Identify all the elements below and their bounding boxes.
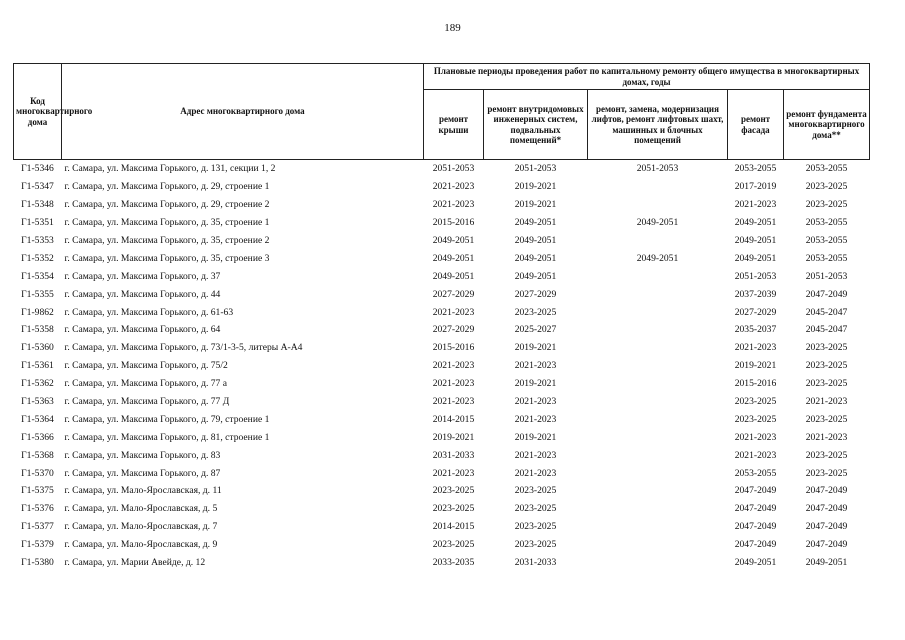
table-row (14, 357, 870, 375)
cell-code: Г1-5352 (21, 252, 54, 264)
cell-code: Г1-5354 (21, 270, 54, 282)
cell-code: Г1-5368 (21, 449, 54, 461)
cell-engineering-period: 2019-2021 (514, 431, 557, 443)
cell-address: г. Самара, ул. Максима Горького, д. 29, строение 1 (64, 181, 270, 193)
cell-roof-period: 2019-2021 (432, 431, 475, 443)
cell-code: Г1-5366 (21, 431, 54, 443)
cell-code: Г1-5362 (21, 378, 54, 390)
cell-engineering-period: 2027-2029 (514, 288, 557, 300)
cell-elevators-period (588, 554, 728, 572)
cell-roof-period: 2021-2023 (432, 378, 475, 390)
cell-foundation-period: 2053-2055 (805, 163, 848, 175)
cell-code: Г1-5361 (21, 360, 54, 372)
cell-code: Г1-9862 (21, 306, 54, 318)
table-row (14, 285, 870, 303)
cell-foundation-period: 2049-2051 (805, 557, 848, 569)
cell-code: Г1-5347 (21, 181, 54, 193)
cell-engineering-period: 2021-2023 (514, 449, 557, 461)
cell-facade-period: 2021-2023 (734, 431, 777, 443)
cell-roof-period: 2023-2025 (432, 485, 475, 497)
cell-facade-period: 2023-2025 (734, 413, 777, 425)
cell-facade-period: 2047-2049 (734, 539, 777, 551)
cell-code: Г1-5363 (21, 396, 54, 408)
table-row (14, 482, 870, 500)
table-row (14, 196, 870, 214)
table-body (14, 160, 870, 572)
cell-address: г. Самара, ул. Максима Горького, д. 77 а (64, 378, 228, 390)
cell-elevators-period (588, 446, 728, 464)
cell-address: г. Самара, ул. Максима Горького, д. 77 Д (64, 396, 230, 408)
cell-roof-period: 2049-2051 (432, 270, 475, 282)
cell-foundation-period: 2051-2053 (805, 270, 848, 282)
page-number: 189 (444, 22, 461, 34)
cell-elevators-period (588, 303, 728, 321)
cell-roof-period: 2021-2023 (432, 396, 475, 408)
table-row (14, 321, 870, 339)
cell-engineering-period: 2049-2051 (514, 217, 557, 229)
cell-elevators-period (588, 196, 728, 214)
cell-elevators-period (588, 178, 728, 196)
cell-engineering-period: 2019-2021 (514, 181, 557, 193)
cell-address: г. Самара, ул. Максима Горького, д. 44 (64, 288, 221, 300)
cell-address: г. Самара, ул. Максима Горького, д. 35, строение 3 (64, 252, 270, 264)
cell-facade-period: 2021-2023 (734, 342, 777, 354)
cell-elevators-period (588, 482, 728, 500)
cell-roof-period: 2031-2033 (432, 449, 475, 461)
cell-foundation-period: 2047-2049 (805, 521, 848, 533)
cell-elevators-period: 2049-2051 (636, 217, 679, 229)
cell-elevators-period (588, 285, 728, 303)
table-row (14, 249, 870, 267)
table-row (14, 339, 870, 357)
cell-elevators-period (588, 339, 728, 357)
table-row (14, 464, 870, 482)
cell-code: Г1-5364 (21, 413, 54, 425)
cell-address: г. Самара, ул. Максима Горького, д. 81, строение 1 (64, 431, 270, 443)
cell-engineering-period: 2025-2027 (514, 324, 557, 336)
cell-address: г. Самара, ул. Максима Горького, д. 73/1-3-5, литеры А-А4 (64, 342, 303, 354)
table-row (14, 393, 870, 411)
cell-foundation-period: 2023-2025 (805, 181, 848, 193)
cell-address: г. Самара, ул. Максима Горького, д. 131, секции 1, 2 (64, 163, 276, 175)
cell-engineering-period: 2019-2021 (514, 199, 557, 211)
cell-roof-period: 2049-2051 (432, 235, 475, 246)
cell-engineering-period: 2051-2053 (514, 163, 557, 175)
cell-engineering-period: 2023-2025 (514, 521, 557, 533)
header-periods-group: Плановые периоды проведения работ по капитальному ремонту общего имущества в многоквартирных домах, годы (424, 64, 870, 90)
cell-foundation-period: 2021-2023 (805, 396, 848, 408)
cell-address: г. Самара, ул. Мало-Ярославская, д. 7 (64, 521, 218, 533)
cell-roof-period: 2021-2023 (432, 181, 475, 193)
cell-address: г. Самара, ул. Мало-Ярославская, д. 5 (64, 503, 218, 515)
cell-foundation-period: 2023-2025 (805, 360, 848, 372)
cell-engineering-period: 2049-2051 (514, 235, 557, 246)
cell-facade-period: 2027-2029 (734, 306, 777, 318)
cell-facade-period: 2049-2051 (734, 235, 777, 246)
cell-foundation-period: 2045-2047 (805, 324, 848, 336)
header-address: Адрес многоквартирного дома (62, 64, 424, 160)
cell-address: г. Самара, ул. Максима Горького, д. 79, строение 1 (64, 413, 270, 425)
header-elevators: ремонт, замена, модернизация лифтов, ремонт лифтовых шахт, машинных и блочных помещений (588, 90, 728, 160)
cell-engineering-period: 2031-2033 (514, 557, 557, 569)
cell-address: г. Самара, ул. Максима Горького, д. 29, строение 2 (64, 199, 270, 211)
cell-elevators-period (588, 357, 728, 375)
cell-roof-period: 2049-2051 (432, 252, 475, 264)
header-foundation: ремонт фундамента многоквартирного дома** (784, 90, 870, 160)
cell-elevators-period (588, 375, 728, 393)
cell-foundation-period: 2045-2047 (805, 306, 848, 318)
header-roof: ремонт крыши (424, 90, 484, 160)
cell-code: Г1-5353 (21, 235, 54, 246)
cell-roof-period: 2021-2023 (432, 360, 475, 372)
cell-elevators-period (588, 464, 728, 482)
table-row (14, 375, 870, 393)
cell-facade-period: 2049-2051 (734, 557, 777, 569)
cell-elevators-period (588, 536, 728, 554)
cell-code: Г1-5376 (21, 503, 54, 515)
cell-foundation-period: 2023-2025 (805, 378, 848, 390)
cell-foundation-period: 2023-2025 (805, 342, 848, 354)
cell-facade-period: 2053-2055 (734, 163, 777, 175)
cell-foundation-period: 2023-2025 (805, 413, 848, 425)
cell-facade-period: 2047-2049 (734, 485, 777, 497)
cell-code: Г1-5358 (21, 324, 54, 336)
cell-roof-period: 2021-2023 (432, 306, 475, 318)
cell-foundation-period: 2047-2049 (805, 539, 848, 551)
cell-engineering-period: 2021-2023 (514, 396, 557, 408)
cell-elevators-period: 2049-2051 (636, 252, 679, 264)
cell-code: Г1-5348 (21, 199, 54, 211)
cell-address: г. Самара, ул. Максима Горького, д. 83 (64, 449, 221, 461)
cell-address: г. Самара, ул. Максима Горького, д. 64 (64, 324, 221, 336)
cell-elevators-period (588, 518, 728, 536)
cell-roof-period: 2015-2016 (432, 342, 475, 354)
cell-foundation-period: 2053-2055 (805, 217, 848, 229)
cell-engineering-period: 2021-2023 (514, 360, 557, 372)
cell-foundation-period: 2023-2025 (805, 467, 848, 479)
cell-roof-period: 2014-2015 (432, 413, 475, 425)
cell-elevators-period (588, 267, 728, 285)
cell-elevators-period (588, 393, 728, 411)
cell-elevators-period (588, 500, 728, 518)
cell-foundation-period: 2053-2055 (805, 252, 848, 264)
cell-elevators-period (588, 428, 728, 446)
cell-address: г. Самара, ул. Мало-Ярославская, д. 11 (64, 485, 222, 497)
cell-elevators-period (588, 232, 728, 250)
cell-elevators-period (588, 321, 728, 339)
cell-facade-period: 2049-2051 (734, 217, 777, 229)
cell-address: г. Самара, ул. Максима Горького, д. 37 (64, 270, 221, 282)
cell-engineering-period: 2023-2025 (514, 539, 557, 551)
cell-foundation-period: 2023-2025 (805, 199, 848, 211)
header-facade: ремонт фасада (728, 90, 784, 160)
cell-facade-period: 2035-2037 (734, 324, 777, 336)
table-row (14, 232, 870, 250)
cell-elevators-period (588, 410, 728, 428)
cell-facade-period: 2021-2023 (734, 449, 777, 461)
cell-facade-period: 2017-2019 (734, 181, 777, 193)
cell-facade-period: 2021-2023 (734, 199, 777, 211)
cell-facade-period: 2049-2051 (734, 252, 777, 264)
cell-code: Г1-5379 (21, 539, 54, 551)
cell-code: Г1-5346 (21, 163, 54, 175)
cell-code: Г1-5355 (21, 288, 54, 300)
table-row (14, 554, 870, 572)
cell-code: Г1-5351 (21, 217, 54, 229)
cell-foundation-period: 2023-2025 (805, 449, 848, 461)
cell-facade-period: 2019-2021 (734, 360, 777, 372)
cell-foundation-period: 2021-2023 (805, 431, 848, 443)
table-row (14, 178, 870, 196)
table-row (14, 500, 870, 518)
table-row (14, 518, 870, 536)
cell-engineering-period: 2019-2021 (514, 378, 557, 390)
cell-code: Г1-5380 (21, 557, 54, 569)
table-row (14, 446, 870, 464)
cell-elevators-period: 2051-2053 (636, 163, 679, 175)
cell-facade-period: 2047-2049 (734, 503, 777, 515)
cell-engineering-period: 2049-2051 (514, 252, 557, 264)
cell-facade-period: 2047-2049 (734, 521, 777, 533)
cell-address: г. Самара, ул. Максима Горького, д. 87 (64, 467, 221, 479)
cell-address: г. Самара, ул. Максима Горького, д. 61-63 (64, 306, 234, 318)
cell-roof-period: 2014-2015 (432, 521, 475, 533)
cell-address: г. Самара, ул. Мало-Ярославская, д. 9 (64, 539, 218, 551)
cell-engineering-period: 2019-2021 (514, 342, 557, 354)
cell-engineering-period: 2021-2023 (514, 413, 557, 425)
cell-roof-period: 2021-2023 (432, 199, 475, 211)
cell-facade-period: 2051-2053 (734, 270, 777, 282)
cell-engineering-period: 2021-2023 (514, 467, 557, 479)
table-row (14, 214, 870, 232)
cell-roof-period: 2021-2023 (432, 467, 475, 479)
header-engineering: ремонт внутридомовых инженерных систем, подвальных помещений* (484, 90, 588, 160)
cell-foundation-period: 2047-2049 (805, 288, 848, 300)
cell-facade-period: 2015-2016 (734, 378, 777, 390)
cell-roof-period: 2051-2053 (432, 163, 475, 175)
cell-engineering-period: 2023-2025 (514, 306, 557, 318)
cell-code: Г1-5375 (21, 485, 54, 497)
table-row (14, 267, 870, 285)
table-row (14, 160, 870, 178)
cell-facade-period: 2053-2055 (734, 467, 777, 479)
cell-roof-period: 2027-2029 (432, 288, 475, 300)
cell-address: г. Самара, ул. Марии Авейде, д. 12 (64, 557, 206, 569)
cell-code: Г1-5360 (21, 342, 54, 354)
cell-engineering-period: 2049-2051 (514, 270, 557, 282)
capital-repair-table (13, 63, 870, 571)
header-code: Код многоквартирного дома (14, 64, 62, 160)
table-row (14, 410, 870, 428)
table-row (14, 428, 870, 446)
cell-foundation-period: 2053-2055 (805, 235, 848, 246)
table-row (14, 303, 870, 321)
cell-address: г. Самара, ул. Максима Горького, д. 75/2 (64, 360, 228, 372)
cell-foundation-period: 2047-2049 (805, 485, 848, 497)
cell-address: г. Самара, ул. Максима Горького, д. 35, строение 2 (64, 235, 270, 246)
cell-engineering-period: 2023-2025 (514, 503, 557, 515)
cell-foundation-period: 2047-2049 (805, 503, 848, 515)
cell-roof-period: 2033-2035 (432, 557, 475, 569)
cell-roof-period: 2023-2025 (432, 539, 475, 551)
cell-code: Г1-5370 (21, 467, 54, 479)
cell-roof-period: 2027-2029 (432, 324, 475, 336)
cell-roof-period: 2015-2016 (432, 217, 475, 229)
table-row (14, 536, 870, 554)
cell-address: г. Самара, ул. Максима Горького, д. 35, строение 1 (64, 217, 270, 229)
cell-code: Г1-5377 (21, 521, 54, 533)
cell-facade-period: 2037-2039 (734, 288, 777, 300)
cell-roof-period: 2023-2025 (432, 503, 475, 515)
cell-facade-period: 2023-2025 (734, 396, 777, 408)
cell-engineering-period: 2023-2025 (514, 485, 557, 497)
